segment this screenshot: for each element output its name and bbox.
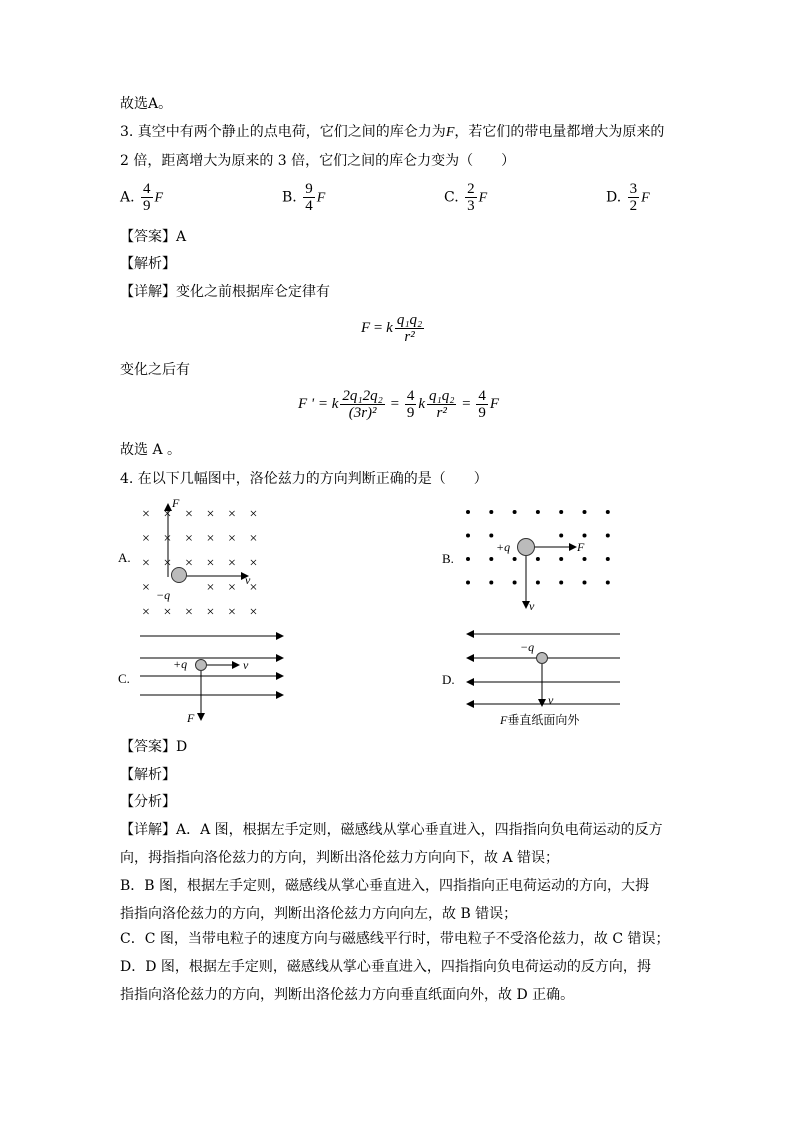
- field-dot: [489, 581, 493, 585]
- charge-label: +q: [173, 657, 188, 671]
- field-dot: [536, 557, 540, 561]
- analysis-4-heading: 【解析】: [120, 767, 176, 783]
- field-dot: [583, 581, 587, 585]
- field-dot: [536, 581, 540, 585]
- field-dot: [489, 557, 493, 561]
- velocity-label: v: [243, 658, 249, 672]
- field-dot: [513, 581, 517, 585]
- detail-4-line-3: B．B 图，根据左手定则，磁感线从掌心垂直进入，四指指向正电荷运动的方向，大拇: [120, 878, 650, 894]
- field-dot: [466, 534, 470, 538]
- analysis-3-heading: 【解析】: [120, 256, 176, 272]
- cross-mark: ×: [142, 507, 150, 522]
- cross-mark: ×: [163, 531, 172, 547]
- field-dot: [466, 581, 470, 585]
- detail-4-line-7: 指指向洛伦兹力的方向，判断出洛伦兹力方向垂直纸面向外，故 D 正确。: [120, 987, 575, 1003]
- field-dot: [513, 510, 517, 514]
- figure-d-caption: F垂直纸面向外: [500, 713, 580, 727]
- cross-mark: ×: [185, 556, 193, 571]
- charge-label: −q: [156, 588, 171, 602]
- charge-label: −q: [520, 640, 535, 654]
- field-dot: [583, 557, 587, 561]
- cross-mark: ×: [228, 507, 236, 522]
- answer-3: 【答案】A: [120, 229, 187, 245]
- figure-a-label: A.: [118, 550, 131, 565]
- cross-mark: ×: [185, 605, 193, 620]
- figure-c-label: C.: [118, 671, 130, 686]
- question-4: 4. 在以下几幅图中，洛伦兹力的方向判断正确的是（ ）: [120, 471, 488, 487]
- field-dot: [559, 534, 563, 538]
- cross-mark: ×: [249, 531, 258, 547]
- figure-d: [440, 626, 630, 730]
- cross-mark: ×: [249, 580, 258, 596]
- text-conclusion-prev: 故选A。: [120, 96, 173, 112]
- detail-4-line-1: 【详解】A．A 图，根据左手定则，磁感线从掌心垂直进入，四指指向负电荷运动的反方: [120, 822, 663, 838]
- cross-mark: ×: [163, 556, 172, 571]
- option-a: A. $\frac{4}{9}$ F: [120, 181, 164, 214]
- question-3-line-1: 3. 真空中有两个静止的点电荷，它们之间的库仑力为F，若它们的带电量都增大为原来的: [120, 124, 665, 140]
- velocity-label: v: [529, 599, 535, 613]
- cross-mark: ×: [142, 531, 150, 547]
- detail-4-line-6: D．D 图，根据左手定则，磁感线从掌心垂直进入，四指指向负电荷运动的反方向，拇: [120, 959, 651, 975]
- force-label: F: [172, 496, 180, 510]
- velocity-label: v: [245, 573, 251, 587]
- field-dot: [583, 510, 587, 514]
- field-dot: [606, 534, 610, 538]
- charge-particle: [172, 568, 187, 583]
- cross-mark: ×: [185, 507, 193, 522]
- detail-4-line-4: 指指向洛伦兹力的方向，判断出洛伦兹力方向向左，故 B 错误；: [120, 906, 518, 922]
- figure-b: [440, 500, 620, 615]
- cross-mark: ×: [206, 556, 215, 571]
- cross-mark: ×: [163, 605, 172, 620]
- cross-mark: ×: [206, 605, 215, 620]
- cross-mark: ×: [206, 531, 215, 547]
- field-dot: [536, 510, 540, 514]
- field-dot: [466, 557, 470, 561]
- question-3-line-2: 2 倍，距离增大为原来的 3 倍，它们之间的库仑力变为（ ）: [120, 153, 516, 169]
- cross-mark: ×: [249, 605, 258, 620]
- equation-coulomb: F = k $\frac{\text{q₁q₂}}{\text{r²}}$: [361, 312, 423, 345]
- cross-mark: ×: [163, 507, 172, 522]
- cross-grid: [142, 507, 257, 620]
- answer-4: 【答案】D: [120, 739, 188, 755]
- field-dot: [583, 534, 587, 538]
- cross-mark: ×: [249, 507, 258, 522]
- field-dot: [489, 534, 493, 538]
- figure-a: [115, 492, 275, 622]
- field-dot: [606, 557, 610, 561]
- field-dot: [559, 581, 563, 585]
- cross-mark: ×: [142, 580, 150, 596]
- analysis-4-subheading: 【分析】: [120, 794, 176, 810]
- cross-mark: ×: [228, 580, 236, 596]
- text-after-change: 变化之后有: [120, 362, 190, 378]
- figure-c: [115, 628, 295, 728]
- cross-mark: ×: [142, 556, 150, 571]
- charge-particle: [518, 539, 535, 556]
- cross-mark: ×: [249, 556, 258, 571]
- charge-particle: [196, 660, 207, 671]
- field-dot: [559, 510, 563, 514]
- detail-3-heading: 【详解】变化之前根据库仑定律有: [120, 284, 330, 300]
- figure-d-label: D.: [442, 672, 455, 687]
- force-label: F: [577, 540, 585, 554]
- detail-4-line-2: 向，拇指指向洛伦兹力的方向，判断出洛伦兹力方向向下，故 A 错误；: [120, 850, 560, 866]
- field-dot: [513, 557, 517, 561]
- equation-after: F ' = k $\frac{\text{2q₁2q₂}}{\text{(3r)²}}$ = $\frac{4}{9}$ k $\frac{\text{q₁q₂}}{\text{r²}}$ = $\frac{4}{9}$ F: [298, 388, 500, 421]
- detail-4-line-5: C．C 图，当带电粒子的速度方向与磁感线平行时，带电粒子不受洛伦兹力，故 C 错误；: [120, 931, 670, 947]
- figure-b-label: B.: [442, 551, 454, 566]
- option-c: C. $\frac{2}{3}$ F: [444, 181, 488, 214]
- cross-mark: ×: [185, 531, 193, 547]
- cross-mark: ×: [206, 580, 215, 596]
- cross-mark: ×: [228, 556, 236, 571]
- charge-particle: [537, 653, 548, 664]
- field-dot: [489, 510, 493, 514]
- text-conclusion-3: 故选 A 。: [120, 442, 182, 458]
- field-dot: [606, 581, 610, 585]
- option-d: D. $\frac{3}{2}$ F: [606, 181, 650, 214]
- force-label: F: [187, 711, 195, 725]
- option-b: B. $\frac{9}{4}$ F: [282, 181, 326, 214]
- cross-mark: ×: [228, 605, 236, 620]
- field-dot: [606, 510, 610, 514]
- field-dot: [559, 557, 563, 561]
- field-dot: [466, 510, 470, 514]
- cross-mark: ×: [206, 507, 215, 522]
- cross-mark: ×: [142, 605, 150, 620]
- charge-label: +q: [496, 540, 511, 554]
- velocity-label: v: [548, 693, 554, 707]
- cross-mark: ×: [228, 531, 236, 547]
